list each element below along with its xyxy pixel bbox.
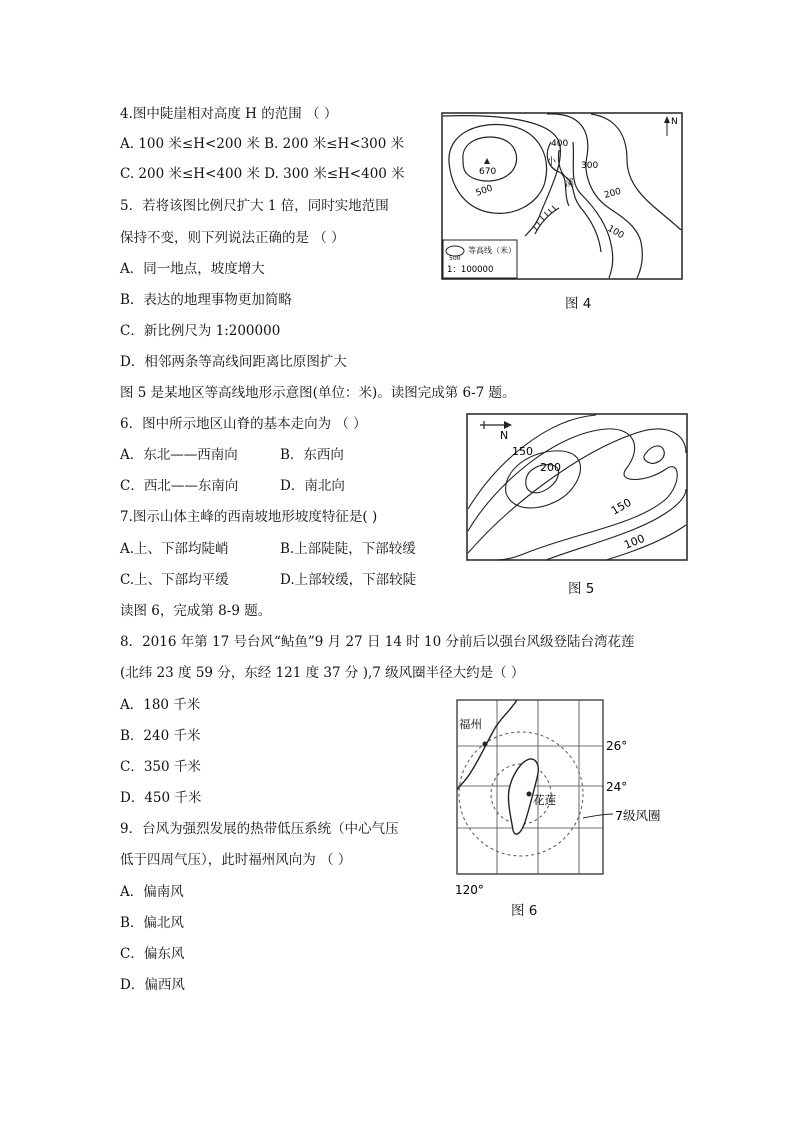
contour-label-150b: 150 [609,495,634,518]
q4-options-ab: A. 100 米≤H<200 米 B. 200 米≤H<300 米 [120,136,405,152]
q7-option-c: C.上、下部均平缓 [120,572,229,588]
q8-stem-line2: (北纬 23 度 59 分，东经 121 度 37 分 ),7 级风圈半径大约是（ ） [120,665,525,681]
q5-stem-line1: 5．若将该图比例尺扩大 1 倍，同时实地范围 [120,198,389,214]
contour-label-200: 200 [603,186,623,201]
peak-elevation: 670 [479,167,497,177]
wind-circle-label: 7级风圈 [615,808,661,823]
q5-option-c: C．新比例尺为 1:200000 [120,323,281,339]
q4-options-cd: C. 200 米≤H<400 米 D. 300 米≤H<400 米 [120,166,405,182]
contour-label-100: 100 [622,531,647,552]
figure-6-typhoon-map [445,698,677,898]
figure-4-contour-map [441,112,683,280]
legend-label: 等高线（米） [468,246,516,255]
q8-stem-line1: 8．2016 年第 17 号台风“鲇鱼”9 月 27 日 14 时 10 分前后以强台风级登陆台湾花莲 [120,634,635,650]
contour-label-400: 400 [551,139,569,149]
q8-option-a: A．180 千米 [120,697,201,713]
q5-option-a: A．同一地点，坡度增大 [120,261,265,277]
figure-5-caption: 图 5 [568,581,595,597]
contour-label-500: 500 [474,183,495,199]
legend-sample-value: 500 [449,255,461,262]
stream-label-2: 溪 [565,179,575,189]
figure-4-svg [441,112,683,280]
q9-option-a: A．偏南风 [120,884,184,900]
q8-option-b: B．240 千米 [120,728,201,744]
q6-option-b: B．东西向 [280,447,344,463]
lat-label-24: 24° [606,780,628,794]
north-label: N [671,117,678,127]
figure-5-contour-map [466,413,688,561]
lat-label-26: 26° [606,739,628,753]
q5-option-d: D．相邻两条等高线间距离比原图扩大 [120,354,347,370]
north-label: N [500,429,509,442]
scale-label: 1：100000 [447,265,494,275]
q9-stem-line1: 9．台风为强烈发展的热带低压系统（中心气压 [120,821,399,837]
q5-stem-line2: 保持不变，则下列说法正确的是 （ ） [120,230,345,246]
q6-option-d: D．南北向 [280,478,345,494]
q9-option-d: D．偏西风 [120,977,185,993]
q9-stem-line2: 低于四周气压），此时福州风向为 （ ） [120,852,352,868]
intro-fig5: 图 5 是某地区等高线地形示意图(单位：米)。读图完成第 6-7 题。 [120,385,516,401]
q6-option-c: C．西北——东南向 [120,478,239,494]
figure-6-caption: 图 6 [511,903,538,919]
city-label-hualien: 花莲 [533,793,556,807]
q8-option-c: C．350 千米 [120,759,201,775]
contour-label-100: 100 [605,223,626,242]
figure-6-svg [445,698,677,898]
q7-option-a: A.上、下部均陡峭 [120,541,229,557]
contour-label-200: 200 [540,461,561,474]
figure-5-svg [466,413,688,561]
city-label-fuzhou: 福州 [459,717,482,731]
q9-option-c: C．偏东风 [120,946,185,962]
hualien-dot [527,792,532,797]
fuzhou-dot [483,742,488,747]
q9-option-b: B．偏北风 [120,915,184,931]
q8-option-d: D．450 千米 [120,790,202,806]
q7-option-b: B.上部陡陡，下部较缓 [280,541,416,557]
lon-label-120: 120° [455,883,484,897]
q6-option-a: A．东北——西南向 [120,447,238,463]
q7-option-d: D.上部较缓，下部较陡 [280,572,417,588]
intro-fig6: 读图 6，完成第 8-9 题。 [120,603,272,619]
q4-stem: 4.图中陡崖相对高度 H 的范围 （ ） [120,106,338,122]
stream-label-1: 小 [547,157,557,167]
contour-label-300: 300 [581,161,599,171]
q6-stem: 6．图中所示地区山脊的基本走向为 （ ） [120,416,367,432]
q7-stem: 7.图示山体主峰的西南坡地形坡度特征是( ) [120,509,378,525]
figure-4-caption: 图 4 [565,296,592,312]
contour-label-150a: 150 [512,445,533,458]
q5-option-b: B．表达的地理事物更加简略 [120,292,292,308]
